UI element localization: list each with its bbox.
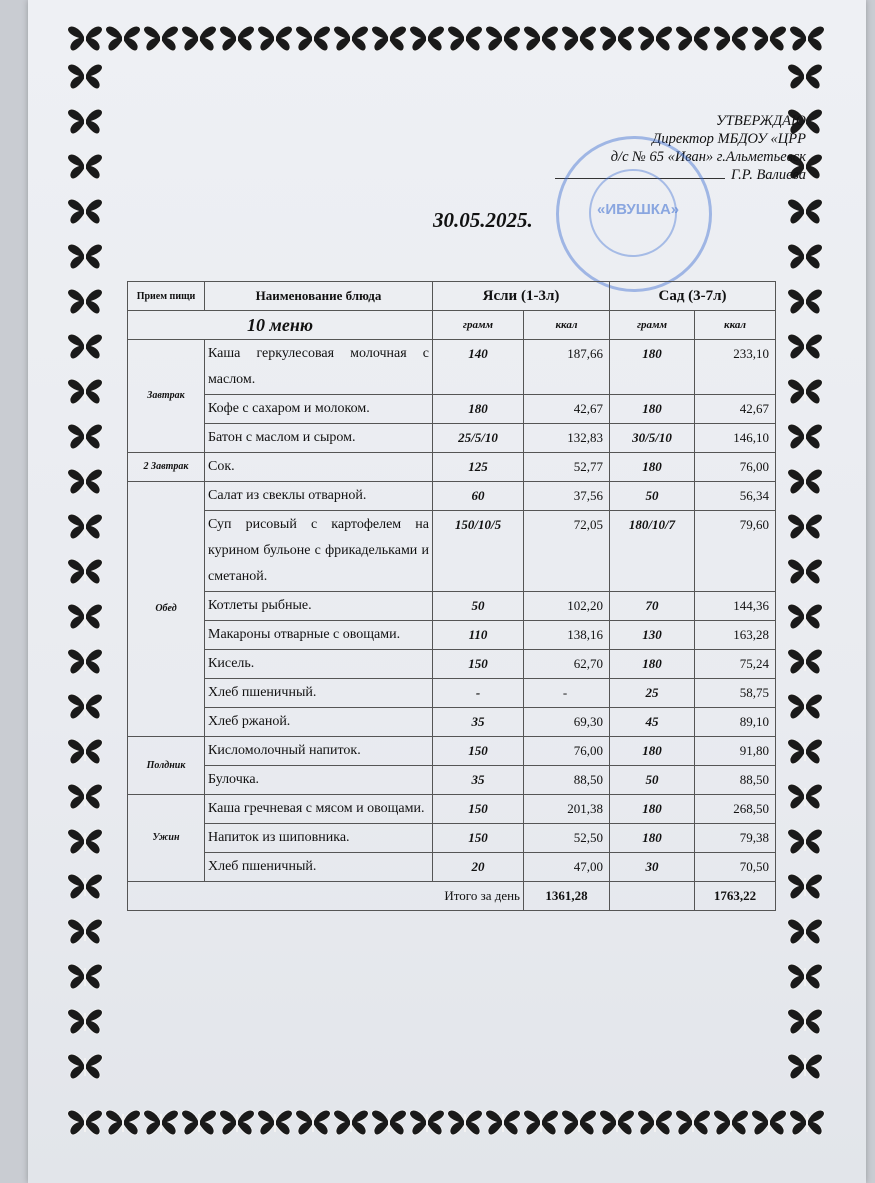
dish-name: Каша гречневая с мясом и овощами. [205,795,433,824]
nursery-grams: 25/5/10 [433,424,524,453]
nursery-kcal: 37,56 [524,482,610,511]
butterfly-icon [68,26,103,51]
dish-name: Кофе с сахаром и молоком. [205,395,433,424]
garden-grams: 45 [610,708,695,737]
table-row [128,592,776,621]
butterfly-icon [182,26,217,51]
nursery-grams: 60 [433,482,524,511]
butterfly-icon [788,829,823,854]
butterfly-icon [220,26,255,51]
butterfly-icon [68,739,103,764]
butterfly-icon [68,334,103,359]
butterfly-icon [714,1110,749,1135]
nursery-grams: 140 [433,340,524,395]
table-row [128,708,776,737]
unit-kcal-garden: ккал [695,311,776,340]
nursery-kcal: 88,50 [524,766,610,795]
butterfly-icon [68,829,103,854]
nursery-grams: 110 [433,621,524,650]
butterfly-icon [258,1110,293,1135]
meal-snack: Полдник [128,737,205,795]
garden-grams: 50 [610,766,695,795]
header-garden: Сад (3-7л) [610,282,776,311]
butterfly-icon [788,244,823,269]
butterfly-icon [296,1110,331,1135]
butterfly-icon [788,379,823,404]
garden-kcal: 233,10 [695,340,776,395]
nursery-kcal: 132,83 [524,424,610,453]
butterfly-icon [68,694,103,719]
meal-second-breakfast: 2 Завтрак [128,453,205,482]
butterfly-icon [638,1110,673,1135]
butterfly-icon [68,109,103,134]
butterfly-icon [334,1110,369,1135]
nursery-grams: 150 [433,650,524,679]
butterfly-icon [68,1054,103,1079]
nursery-kcal: 76,00 [524,737,610,766]
butterfly-icon [752,26,787,51]
garden-grams: 50 [610,482,695,511]
butterfly-icon [68,874,103,899]
meal-dinner: Ужин [128,795,205,882]
garden-grams: 180 [610,340,695,395]
nursery-grams: 125 [433,453,524,482]
dish-name: Котлеты рыбные. [205,592,433,621]
garden-grams: 180 [610,453,695,482]
nursery-grams: 20 [433,853,524,882]
butterfly-icon [68,964,103,989]
nursery-grams: 150 [433,824,524,853]
total-garden-kcal: 1763,22 [695,882,776,911]
garden-grams: 180 [610,795,695,824]
butterfly-icon [448,26,483,51]
butterfly-icon [676,1110,711,1135]
approval-title: УТВЕРЖДАЮ [716,113,806,129]
garden-grams: 25 [610,679,695,708]
butterfly-icon [68,244,103,269]
garden-kcal: 91,80 [695,737,776,766]
butterfly-icon [676,26,711,51]
butterfly-icon [790,26,825,51]
header-meal: Прием пищи [128,282,205,311]
butterfly-icon [524,1110,559,1135]
butterfly-icon [334,26,369,51]
butterfly-icon [410,26,445,51]
nursery-kcal: 52,77 [524,453,610,482]
butterfly-icon [562,26,597,51]
garden-kcal: 70,50 [695,853,776,882]
meal-lunch: Обед [128,482,205,737]
garden-grams: 30/5/10 [610,424,695,453]
butterfly-icon [524,26,559,51]
table-row [128,621,776,650]
table-row [128,679,776,708]
butterfly-icon [752,1110,787,1135]
butterfly-icon [68,1110,103,1135]
butterfly-icon [372,26,407,51]
nursery-kcal: 187,66 [524,340,610,395]
butterfly-icon [106,26,141,51]
butterfly-icon [788,424,823,449]
garden-kcal: 268,50 [695,795,776,824]
butterfly-icon [68,469,103,494]
butterfly-icon [788,874,823,899]
butterfly-icon [638,26,673,51]
nursery-grams: - [433,679,524,708]
units-row [128,311,776,340]
nursery-kcal: 201,38 [524,795,610,824]
garden-grams: 180 [610,824,695,853]
table-row [128,795,776,824]
butterfly-icon [788,64,823,89]
butterfly-icon [296,26,331,51]
nursery-kcal: 72,05 [524,511,610,592]
garden-kcal: 76,00 [695,453,776,482]
butterfly-icon [68,289,103,314]
butterfly-icon [144,26,179,51]
table-row [128,395,776,424]
table-row [128,511,776,592]
butterfly-icon [486,26,521,51]
garden-grams: 30 [610,853,695,882]
butterfly-icon [448,1110,483,1135]
garden-grams: 180 [610,737,695,766]
dish-name: Батон с маслом и сыром. [205,424,433,453]
nursery-kcal: 102,20 [524,592,610,621]
butterfly-icon [106,1110,141,1135]
menu-number: 10 меню [128,311,433,340]
stamp-text: «ИВУШКА» [597,201,680,218]
garden-kcal: 79,60 [695,511,776,592]
nursery-kcal: 69,30 [524,708,610,737]
dish-name: Хлеб ржаной. [205,708,433,737]
dish-name: Булочка. [205,766,433,795]
butterfly-icon [788,604,823,629]
garden-grams: 70 [610,592,695,621]
menu-date: 30.05.2025. [433,208,533,232]
nursery-kcal: - [524,679,610,708]
butterfly-icon [788,964,823,989]
dish-name: Напиток из шиповника. [205,824,433,853]
dish-name: Салат из свеклы отварной. [205,482,433,511]
garden-kcal: 58,75 [695,679,776,708]
nursery-grams: 35 [433,766,524,795]
butterfly-icon [600,1110,635,1135]
butterfly-icon [788,784,823,809]
table-row [128,824,776,853]
butterfly-icon [788,1054,823,1079]
table-row [128,340,776,395]
dish-name: Суп рисовый с картофелем на курином бульоне с фрикадельками и сметаной. [205,511,433,592]
header-nursery: Ясли (1-3л) [433,282,610,311]
header-dish: Наименование блюда [205,282,433,311]
official-stamp [556,136,712,292]
butterfly-icon [788,469,823,494]
butterfly-icon [788,514,823,539]
table-row [128,424,776,453]
table-row [128,853,776,882]
nursery-grams: 180 [433,395,524,424]
nursery-grams: 150/10/5 [433,511,524,592]
dish-name: Каша геркулесовая молочная с маслом. [205,340,433,395]
butterfly-icon [68,199,103,224]
butterfly-icon [788,919,823,944]
butterfly-icon [714,26,749,51]
dish-name: Макароны отварные с овощами. [205,621,433,650]
nursery-kcal: 62,70 [524,650,610,679]
butterfly-icon [144,1110,179,1135]
total-row [128,882,776,911]
butterfly-icon [68,514,103,539]
unit-kcal-nursery: ккал [524,311,610,340]
garden-grams: 180 [610,395,695,424]
butterfly-icon [68,559,103,584]
butterfly-icon [68,379,103,404]
garden-kcal: 89,10 [695,708,776,737]
nursery-kcal: 47,00 [524,853,610,882]
table-row [128,453,776,482]
dish-name: Кисель. [205,650,433,679]
butterfly-icon [68,1009,103,1034]
butterfly-icon [410,1110,445,1135]
butterfly-icon [788,694,823,719]
butterfly-icon [788,649,823,674]
butterfly-icon [68,919,103,944]
garden-grams: 180 [610,650,695,679]
dish-name: Хлеб пшеничный. [205,679,433,708]
butterfly-icon [600,26,635,51]
menu-table [127,281,776,911]
butterfly-icon [788,334,823,359]
dish-name: Кисломолочный напиток. [205,737,433,766]
butterfly-icon [788,559,823,584]
garden-grams: 130 [610,621,695,650]
nursery-grams: 150 [433,795,524,824]
butterfly-icon [486,1110,521,1135]
butterfly-icon [562,1110,597,1135]
approval-org: д/с № 65 «Иван» г.Альметьевск [610,149,806,165]
garden-kcal: 75,24 [695,650,776,679]
dish-name: Хлеб пшеничный. [205,853,433,882]
garden-kcal: 144,36 [695,592,776,621]
garden-kcal: 146,10 [695,424,776,453]
garden-kcal: 42,67 [695,395,776,424]
butterfly-icon [68,784,103,809]
total-nursery-kcal: 1361,28 [524,882,610,911]
total-label: Итого за день [128,882,524,911]
header-row [128,282,776,311]
total-empty-cell [610,882,695,911]
butterfly-icon [68,64,103,89]
table-row [128,482,776,511]
garden-grams: 180/10/7 [610,511,695,592]
butterfly-icon [68,154,103,179]
menu-rows [128,340,776,911]
unit-gram-garden: грамм [610,311,695,340]
dish-name: Сок. [205,453,433,482]
garden-kcal: 163,28 [695,621,776,650]
meal-breakfast: Завтрак [128,340,205,453]
nursery-grams: 50 [433,592,524,621]
butterfly-icon [68,424,103,449]
butterfly-icon [258,26,293,51]
nursery-grams: 35 [433,708,524,737]
butterfly-icon [372,1110,407,1135]
nursery-kcal: 52,50 [524,824,610,853]
butterfly-icon [182,1110,217,1135]
butterfly-icon [788,289,823,314]
nursery-kcal: 42,67 [524,395,610,424]
butterfly-icon [68,649,103,674]
butterfly-icon [788,1009,823,1034]
butterfly-icon [790,1110,825,1135]
nursery-grams: 150 [433,737,524,766]
table-row [128,766,776,795]
garden-kcal: 88,50 [695,766,776,795]
table-row [128,650,776,679]
nursery-kcal: 138,16 [524,621,610,650]
butterfly-icon [220,1110,255,1135]
garden-kcal: 79,38 [695,824,776,853]
butterfly-icon [788,199,823,224]
butterfly-icon [68,604,103,629]
approval-name: Г.Р. Валиева [731,167,806,183]
table-row [128,737,776,766]
garden-kcal: 56,34 [695,482,776,511]
butterfly-icon [788,739,823,764]
unit-gram-nursery: грамм [433,311,524,340]
approval-position: Директор МБДОУ «ЦРР [652,131,806,147]
